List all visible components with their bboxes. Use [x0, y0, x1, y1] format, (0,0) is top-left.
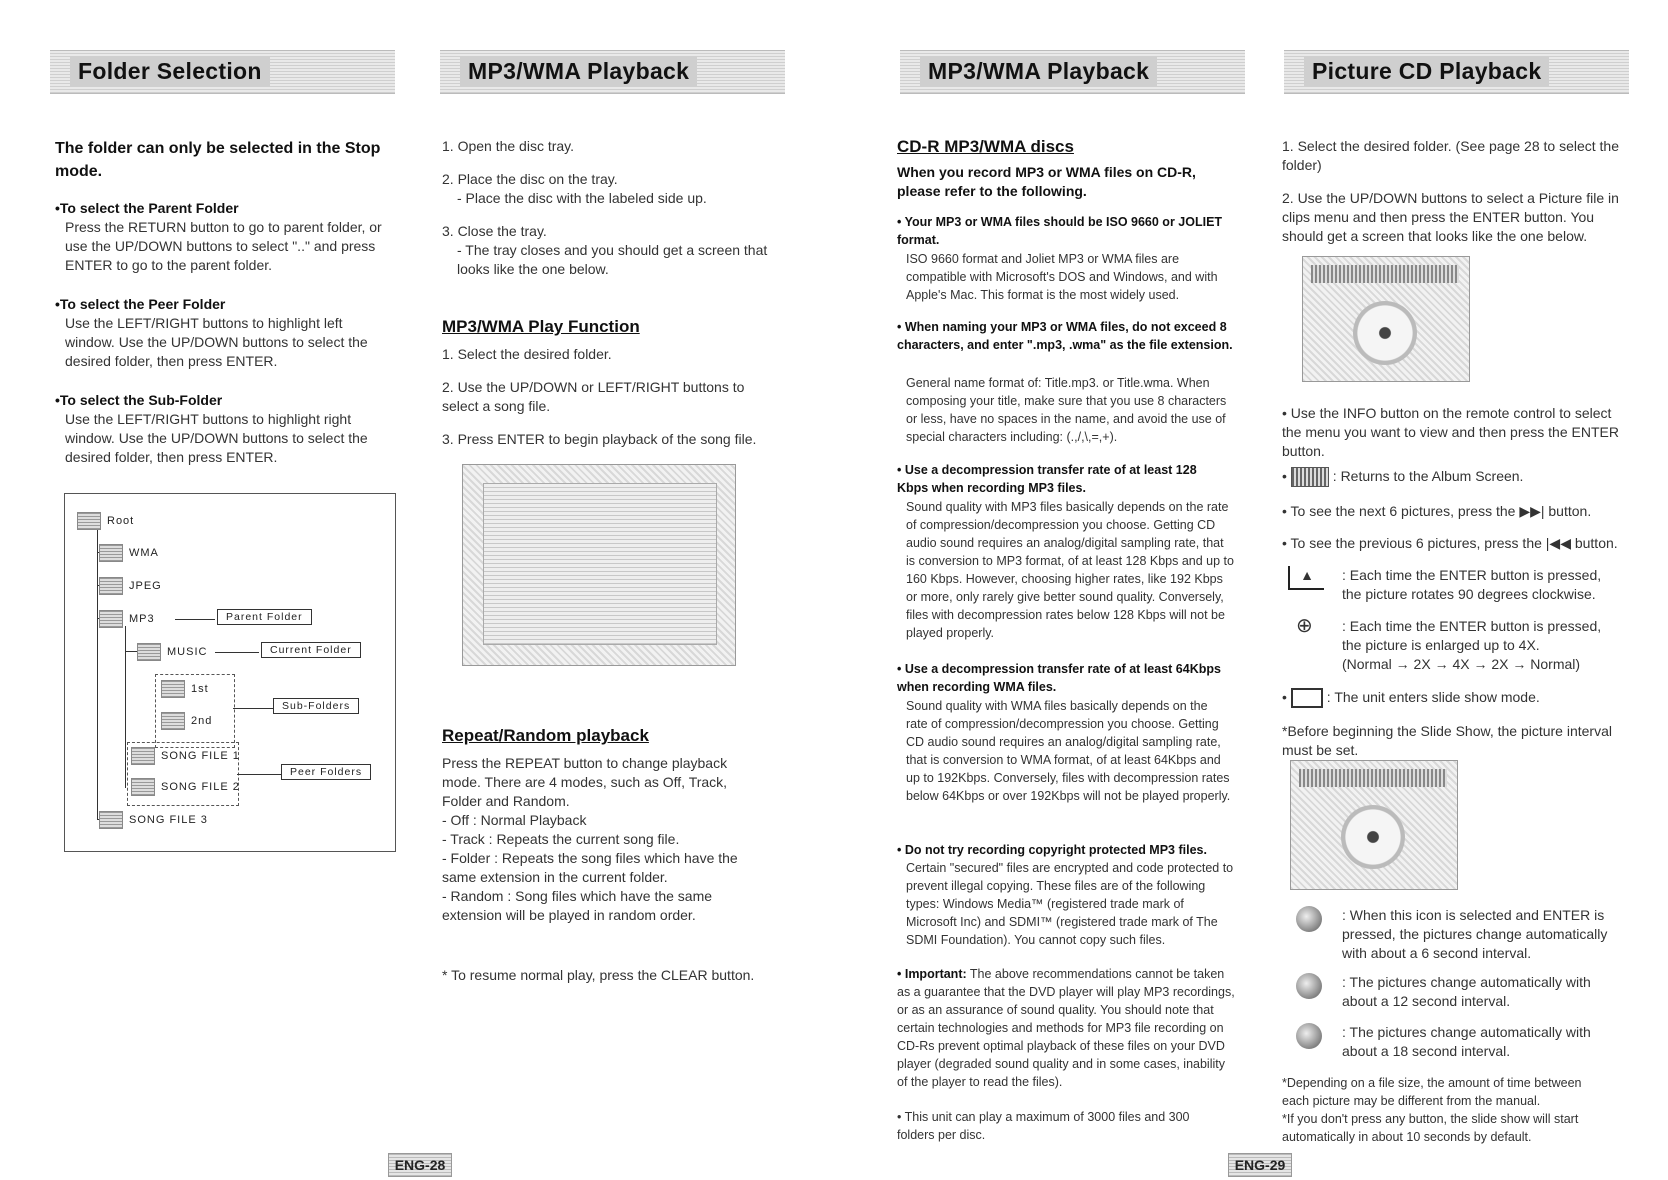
resume-note: * To resume normal play, press the CLEAR button. [442, 967, 755, 983]
header-title: Folder Selection [70, 57, 270, 86]
sub-folder-title: •To select the Sub-Folder [55, 392, 223, 408]
play-function-title: MP3/WMA Play Function [442, 317, 640, 336]
parent-folder-label: Parent Folder [217, 609, 312, 625]
folder-icon [99, 610, 123, 628]
album-icon [1291, 467, 1329, 487]
pic-depending: *Depending on a file size, the amount of time between each picture may be different from the manual. [1282, 1076, 1582, 1108]
mp3-step-3b: - The tray closes and you should get a screen that looks like the one below. [457, 242, 768, 277]
peer-folders-label: Peer Folders [281, 764, 371, 780]
folder-icon [137, 643, 161, 661]
pic-rotate-text: : Each time the ENTER button is pressed, the picture rotates 90 degrees clockwise. [1342, 567, 1602, 602]
cdr-b1-title: • Your MP3 or WMA files should be ISO 9660 or JOLIET format. [897, 215, 1223, 247]
pic-if-no-button: *If you don't press any button, the slide show will start automatically in about 10 seconds by default. [1282, 1112, 1579, 1144]
tree-label: Root [107, 514, 135, 527]
header-mp3-playback-right [900, 50, 1245, 94]
zoom-icon: ⊕ [1296, 615, 1313, 637]
pic-slide-text: : The unit enters slide show mode. [1326, 689, 1540, 705]
tree-label: JPEG [129, 579, 162, 592]
interval-12-icon [1296, 973, 1322, 999]
mp3-step-3: 3. Close the tray. [442, 223, 547, 239]
cdr-b2-body: General name format of: Title.mp3. or Title.wma. When composing your title, make sure that you use 8 characters or less, have no spaces in the name, and avoid the use of special characters including: (.,/,\,=,+). [906, 376, 1227, 444]
picture-screen-2 [1290, 760, 1458, 890]
play-step-2: 2. Use the UP/DOWN or LEFT/RIGHT buttons to select a song file. [442, 379, 745, 414]
cdr-b3-title: • Use a decompression transfer rate of at least 128 Kbps when recording MP3 files. [897, 463, 1197, 495]
pic-album-row: • : Returns to the Album Screen. [1282, 467, 1622, 487]
cdr-b1-body: ISO 9660 format and Joliet MP3 or WMA files are compatible with Microsoft's DOS and Windows, and with Apple's Mac. This format is the most widely used. [906, 252, 1218, 302]
folder-icon [161, 712, 185, 730]
parent-folder-title: •To select the Parent Folder [55, 200, 239, 216]
tree-label: MUSIC [167, 645, 208, 658]
pic-slide-row: • : The unit enters slide show mode. [1282, 688, 1622, 708]
pic-interval-18 [1282, 1023, 1622, 1061]
cdr-b4-body: Sound quality with WMA files basically depends on the rate of compression/decompression you choose. Getting CD audio sound requires an analog/digital sampling rate, that is conversion to WMA format, of at least 64Kbps and up to 192Kbps. Conversely, files with decompression rates below 64Kbps or over 192Kbps will not be played properly. [906, 699, 1231, 803]
pic-prev: • To see the previous 6 pictures, press the |◀◀ button. [1282, 535, 1618, 551]
peer-folder-body: Use the LEFT/RIGHT buttons to highlight left window. Use the UP/DOWN buttons to select the desired folder, then press ENTER. [65, 315, 368, 369]
tree-wma [99, 544, 159, 562]
repeat-body: Press the REPEAT button to change playback mode. There are 4 modes, such as Off, Track, Folder and Random. [442, 755, 728, 809]
tree-song1 [131, 747, 240, 765]
tree-label: WMA [129, 546, 159, 559]
file-icon [131, 778, 155, 796]
sub-folder-body: Use the LEFT/RIGHT buttons to highlight right window. Use the UP/DOWN buttons to select the desired folder, then press ENTER. [65, 411, 368, 465]
cdr-b4-title: • Use a decompression transfer rate of at least 64Kbps when recording WMA files. [897, 662, 1221, 694]
folder-icon [99, 544, 123, 562]
cdr-b6 [897, 965, 1237, 1091]
tree-music [137, 643, 207, 661]
header-title: MP3/WMA Playback [920, 57, 1157, 86]
repeat-random-title: Repeat/Random playback [442, 726, 649, 745]
sub-folders-label: Sub-Folders [273, 698, 359, 714]
mp3-browser-screen [462, 464, 736, 666]
cdr-b5-title: • Do not try recording copyright protected MP3 files. [897, 843, 1207, 857]
pic-zoom-seq: (Normal → 2X → 4X → 2X → Normal) [1342, 656, 1581, 672]
folder-icon [99, 577, 123, 595]
file-icon [131, 747, 155, 765]
folder-tree-diagram [64, 493, 396, 852]
cdr-title: CD-R MP3/WMA discs [897, 137, 1074, 156]
play-step-3: 3. Press ENTER to begin playback of the song file. [442, 431, 757, 447]
repeat-folder: - Folder : Repeats the song files which have the same extension in the current folder. [442, 850, 738, 885]
page-number-left: ENG-28 [388, 1153, 452, 1177]
pic-zoom-row [1282, 617, 1622, 655]
cdr-b6-lead: • Important: [897, 967, 967, 981]
tree-root [77, 512, 134, 530]
tree-label: 2nd [191, 714, 213, 727]
pic-step-2: 2. Use the UP/DOWN buttons to select a Picture file in clips menu and then press the ENTER button. You should get a screen that looks like the one below. [1282, 190, 1619, 244]
tree-label: MP3 [129, 612, 155, 625]
file-icon [99, 811, 123, 829]
tree-mp3 [99, 610, 155, 628]
tree-2nd [161, 712, 212, 730]
folder-intro: The folder can only be selected in the Stop mode. [55, 140, 381, 180]
cdr-b7: • This unit can play a maximum of 3000 files and 300 folders per disc. [897, 1110, 1190, 1142]
cdr-b6-body: The above recommendations cannot be taken as a guarantee that the DVD player will play MP3 recordings, or as an assurance of sound quality. You should note that certain technologies and methods for MP3 file recording on CD-Rs prevent optimal playback of these files on your DVD player (degraded sound quality and in some cases, inability of the player to read the files). [897, 967, 1235, 1089]
tree-song3 [99, 811, 208, 829]
header-title: Picture CD Playback [1304, 57, 1549, 86]
pic-interval-6-text: : When this icon is selected and ENTER is pressed, the pictures change automatically with about a 6 second interval. [1342, 907, 1608, 961]
header-folder-selection [50, 50, 395, 94]
pic-interval-12-text: : The pictures change automatically with about a 12 second interval. [1342, 974, 1591, 1009]
current-folder-label: Current Folder [261, 642, 361, 658]
pic-step-1: 1. Select the desired folder. (See page 28 to select the folder) [1282, 138, 1619, 173]
tree-label: 1st [191, 682, 209, 695]
pic-interval-18-text: : The pictures change automatically with about a 18 second interval. [1342, 1024, 1591, 1059]
mp3-step-1: 1. Open the disc tray. [442, 138, 575, 154]
cdr-b2-title: • When naming your MP3 or WMA files, do not exceed 8 characters, and enter ".mp3, .wma" as the file extension. [897, 320, 1233, 352]
play-step-1: 1. Select the desired folder. [442, 346, 612, 362]
mp3-step-2b: - Place the disc with the labeled side up. [457, 190, 707, 206]
cdr-b5-body: Certain "secured" files are encrypted and code protected to prevent illegal copying. These files are of the following types: Windows Media™ (registered trade mark of Microsoft Inc) and SDMI™ (registered trade mark of The SDMI Foundation). You cannot copy such files. [906, 861, 1234, 947]
header-picture-cd [1284, 50, 1629, 94]
parent-folder-body: Press the RETURN button to go to parent folder, or use the UP/DOWN buttons to select ".." and press ENTER to go to the parent folder. [65, 219, 382, 273]
pic-album-text: : Returns to the Album Screen. [1332, 468, 1524, 484]
header-title: MP3/WMA Playback [460, 57, 697, 86]
pic-rotate-row [1282, 566, 1622, 604]
tree-song2 [131, 778, 240, 796]
folder-icon [161, 680, 185, 698]
pic-interval-6 [1282, 906, 1622, 963]
tree-jpeg [99, 577, 162, 595]
peer-folder-title: •To select the Peer Folder [55, 296, 226, 312]
cdr-intro: When you record MP3 or WMA files on CD-R, please refer to the following. [897, 164, 1196, 199]
tree-1st [161, 680, 209, 698]
folder-icon [77, 512, 101, 530]
rotate-icon: ▲ [1288, 566, 1324, 590]
picture-screen-1 [1302, 256, 1470, 382]
interval-18-icon [1296, 1023, 1322, 1049]
tree-label: SONG FILE 1 [161, 749, 240, 762]
header-mp3-playback-left [440, 50, 785, 94]
slideshow-icon [1291, 688, 1323, 708]
mp3-step-2: 2. Place the disc on the tray. [442, 171, 618, 187]
repeat-track: - Track : Repeats the current song file. [442, 831, 680, 847]
cdr-b3-body: Sound quality with MP3 files basically depends on the rate of compression/decompression you choose. Getting CD audio sound requires an analog/digital sampling rate, that is conversion to MP3 format, of at least 128 Kbps and up to 160 Kbps. However, choosing higher rates, like 192 Kbps or more, only rarely give better sound quality. Conversely, files with decompression rates below 128 Kbps will not be played properly. [906, 500, 1234, 640]
pic-interval-12 [1282, 973, 1622, 1011]
pic-before: *Before beginning the Slide Show, the picture interval must be set. [1282, 723, 1612, 758]
pic-info: • Use the INFO button on the remote control to select the menu you want to view and then press the ENTER button. [1282, 405, 1619, 459]
page-number-right: ENG-29 [1228, 1153, 1292, 1177]
repeat-off: - Off : Normal Playback [442, 812, 587, 828]
pic-next: • To see the next 6 pictures, press the ▶▶| button. [1282, 503, 1592, 519]
interval-6-icon [1296, 906, 1322, 932]
tree-label: SONG FILE 2 [161, 780, 240, 793]
tree-label: SONG FILE 3 [129, 813, 208, 826]
repeat-random: - Random : Song files which have the same extension will be played in random order. [442, 888, 713, 923]
pic-zoom-text: : Each time the ENTER button is pressed, the picture is enlarged up to 4X. [1342, 618, 1602, 653]
